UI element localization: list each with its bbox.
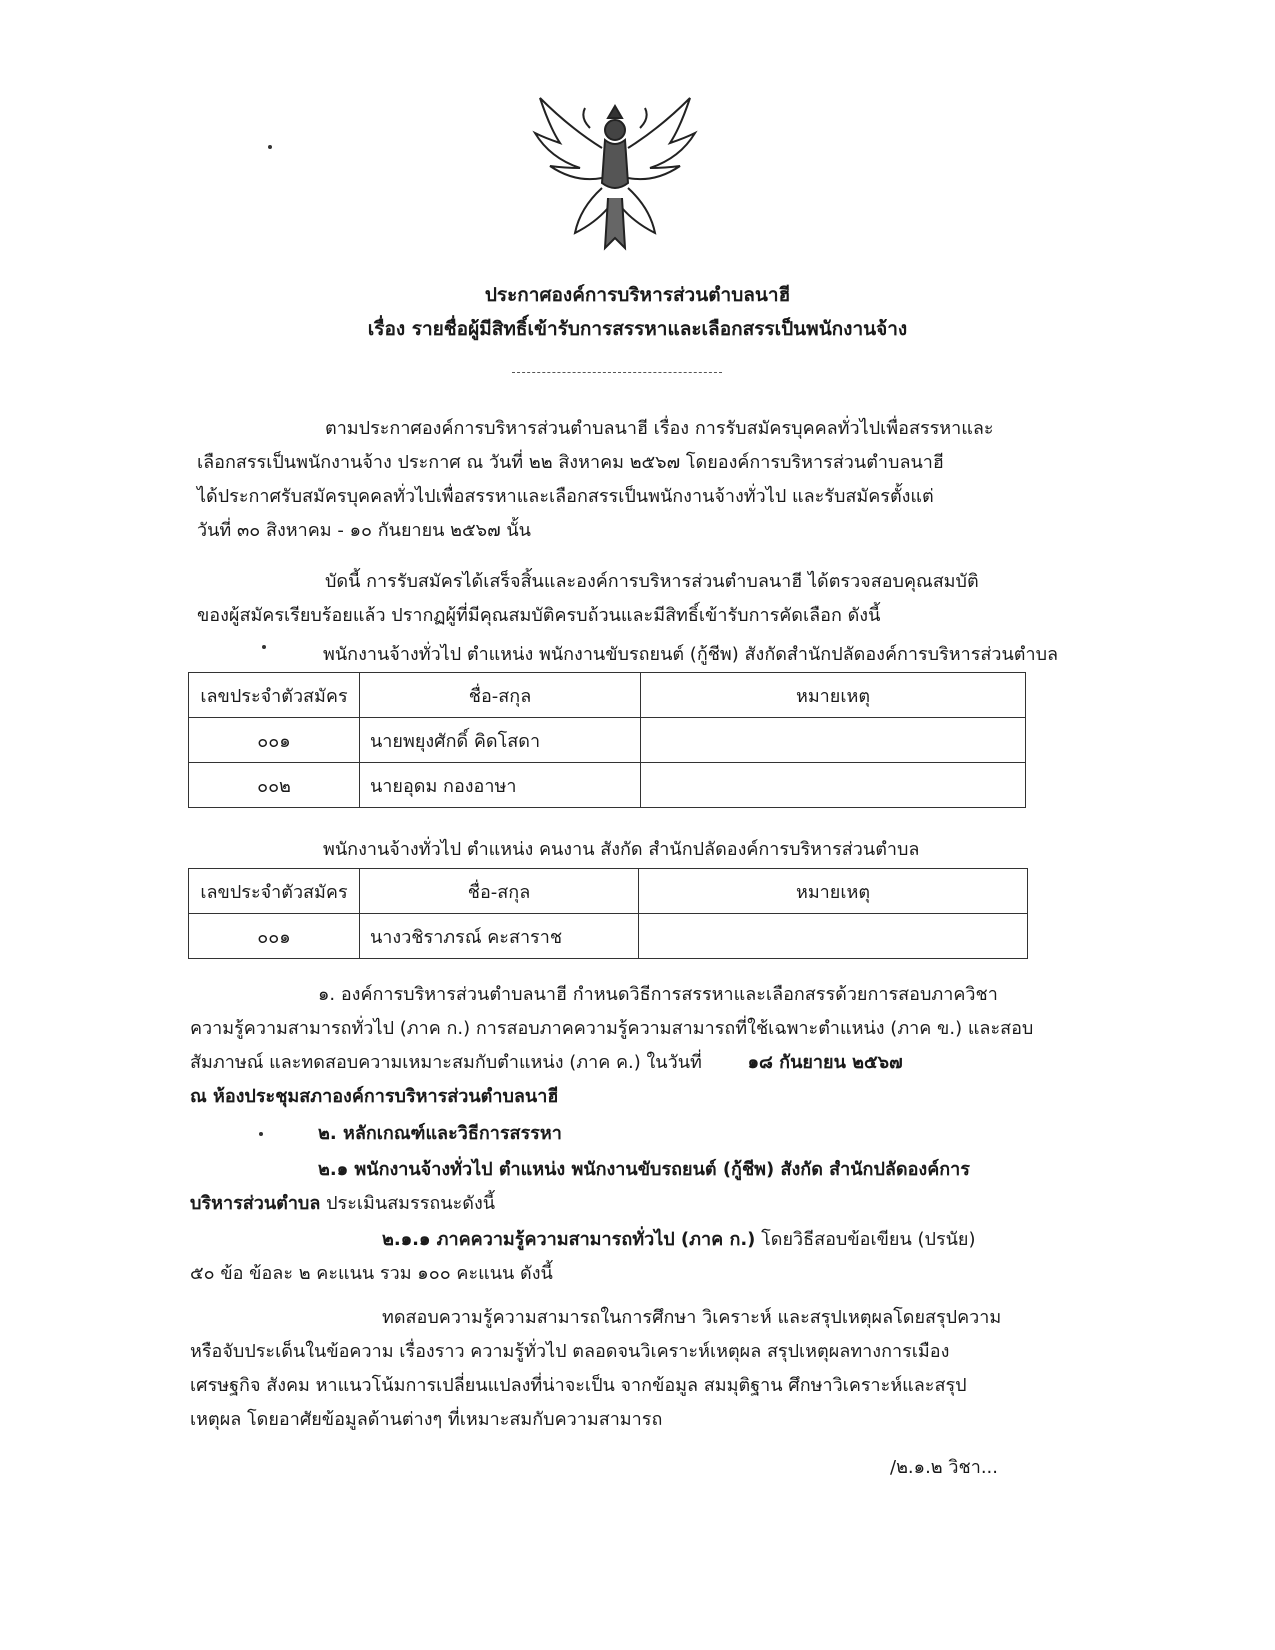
table-row — [189, 914, 1028, 959]
section2-heading: ๒. หลักเกณฑ์และวิธีการสรรหา — [318, 1123, 562, 1144]
applicant-name: นางวชิราภรณ์ คะสาราช — [360, 914, 639, 959]
applicant-number: ๐๐๑ — [189, 718, 360, 763]
position-2-caption: พนักงานจ้างทั่วไป ตำแหน่ง คนงาน สังกัด สำนักปลัดองค์การบริหารส่วนตำบล — [323, 839, 920, 860]
column-header: ชื่อ-สกุล — [360, 869, 639, 914]
section1-line3-text: สัมภาษณ์ และทดสอบความเหมาะสมกับตำแหน่ง (ภาค ค.) ในวันที่ — [190, 1052, 708, 1073]
applicant-name: นายอุดม กองอาษา — [360, 763, 641, 808]
applicant-name: นายพยุงศักดิ์ คิดโสดา — [360, 718, 641, 763]
section2-1-1-line2: ๕๐ ข้อ ข้อละ ๒ คะแนน รวม ๑๐๐ คะแนน ดังนี้ — [190, 1263, 553, 1284]
section2-1-1-rest: โดยวิธีสอบข้อเขียน (ปรนัย) — [755, 1229, 976, 1250]
section1-line1: ๑. องค์การบริหารส่วนตำบลนาฮี กำหนดวิธีการสรรหาและเลือกสรรด้วยการสอบภาควิชา — [318, 984, 998, 1005]
applicant-number: ๐๐๒ — [189, 763, 360, 808]
section2-1-line2-bold: บริหารส่วนตำบล — [190, 1193, 321, 1214]
column-header: ชื่อ-สกุล — [360, 673, 641, 718]
garuda-emblem — [520, 88, 710, 258]
section2-1-line2-rest: ประเมินสมรรถนะดังนี้ — [320, 1193, 496, 1214]
applicant-remark — [639, 914, 1028, 959]
column-header: หมายเหตุ — [641, 673, 1026, 718]
desc-line3: เศรษฐกิจ สังคม หาแนวโน้มการเปลี่ยนแปลงที่น่าจะเป็น จากข้อมูล สมมุติฐาน ศึกษาวิเคราะห์และสรุป — [190, 1375, 967, 1396]
desc-line2: หรือจับประเด็นในข้อความ เรื่องราว ความรู้ทั่วไป ตลอดจนวิเคราะห์เหตุผล สรุปเหตุผลทางการเมือง — [190, 1341, 950, 1362]
applicant-remark — [641, 763, 1026, 808]
column-header: เลขประจำตัวสมัคร — [189, 673, 360, 718]
intro-p1-line3: ได้ประกาศรับสมัครบุคคลทั่วไปเพื่อสรรหาและเลือกสรรเป็นพนักงานจ้างทั่วไป และรับสมัครตั้งแต่ — [197, 486, 934, 507]
section1-line2: ความรู้ความสามารถทั่วไป (ภาค ก.) การสอบภาคความรู้ความสามารถที่ใช้เฉพาะตำแหน่ง (ภาค ข.) และสอบ — [190, 1018, 1034, 1039]
table-row — [189, 763, 1026, 808]
section2-1-line1: ๒.๑ พนักงานจ้างทั่วไป ตำแหน่ง พนักงานขับรถยนต์ (กู้ชีพ) สังกัด สำนักปลัดองค์การ — [318, 1159, 970, 1180]
announcement-subject: เรื่อง รายชื่อผู้มีสิทธิ์เข้ารับการสรรหาและเลือกสรรเป็นพนักงานจ้าง — [367, 318, 908, 340]
intro-p1-line2: เลือกสรรเป็นพนักงานจ้าง ประกาศ ณ วันที่ ๒๒ สิงหาคม ๒๕๖๗ โดยองค์การบริหารส่วนตำบลนาฮี — [197, 452, 944, 473]
desc-line1: ทดสอบความรู้ความสามารถในการศึกษา วิเคราะห์ และสรุปเหตุผลโดยสรุปความ — [382, 1307, 1002, 1328]
position-1-table — [188, 672, 1026, 808]
separator-line — [512, 372, 722, 373]
table-header-row — [189, 673, 1026, 718]
intro-p1-line4: วันที่ ๓๐ สิงหาคม - ๑๐ กันยายน ๒๕๖๗ นั้น — [197, 520, 531, 541]
bullet-dot — [259, 1132, 263, 1136]
position-1-caption: พนักงานจ้างทั่วไป ตำแหน่ง พนักงานขับรถยนต์ (กู้ชีพ) สังกัดสำนักปลัดองค์การบริหารส่วนตำบล — [323, 644, 1059, 665]
applicant-remark — [641, 718, 1026, 763]
section1-line3 — [190, 1046, 1070, 1080]
column-header: เลขประจำตัวสมัคร — [189, 869, 360, 914]
section2-1-line2 — [190, 1187, 1070, 1221]
column-header: หมายเหตุ — [639, 869, 1028, 914]
exam-venue: ณ ห้องประชุมสภาองค์การบริหารส่วนตำบลนาฮี — [190, 1086, 559, 1107]
announcement-title: ประกาศองค์การบริหารส่วนตำบลนาฮี — [484, 284, 791, 306]
scan-speck — [268, 145, 272, 149]
position-2-table — [188, 868, 1028, 959]
intro-p1-line1: ตามประกาศองค์การบริหารส่วนตำบลนาฮี เรื่อง การรับสมัครบุคคลทั่วไปเพื่อสรรหาและ — [325, 418, 994, 439]
intro-p2-line2: ของผู้สมัครเรียบร้อยแล้ว ปรากฏผู้ที่มีคุณสมบัติครบถ้วนและมีสิทธิ์เข้ารับการคัดเลือก ดังนี้ — [197, 605, 881, 626]
desc-line4: เหตุผล โดยอาศัยข้อมูลด้านต่างๆ ที่เหมาะสมกับความสามารถ — [190, 1409, 663, 1430]
bullet-dot — [262, 645, 266, 649]
table-row — [189, 718, 1026, 763]
section2-1-1-bold: ๒.๑.๑ ภาคความรู้ความสามารถทั่วไป (ภาค ก.) — [382, 1229, 756, 1250]
intro-p2-line1: บัดนี้ การรับสมัครได้เสร็จสิ้นและองค์การบริหารส่วนตำบลนาฮี ได้ตรวจสอบคุณสมบัติ — [325, 571, 979, 592]
table-header-row — [189, 869, 1028, 914]
page-continuation: /๒.๑.๒ วิชา... — [890, 1457, 998, 1478]
section2-1-1-line1 — [382, 1223, 1262, 1257]
exam-date: ๑๘ กันยายน ๒๕๖๗ — [747, 1052, 903, 1073]
applicant-number: ๐๐๑ — [189, 914, 360, 959]
